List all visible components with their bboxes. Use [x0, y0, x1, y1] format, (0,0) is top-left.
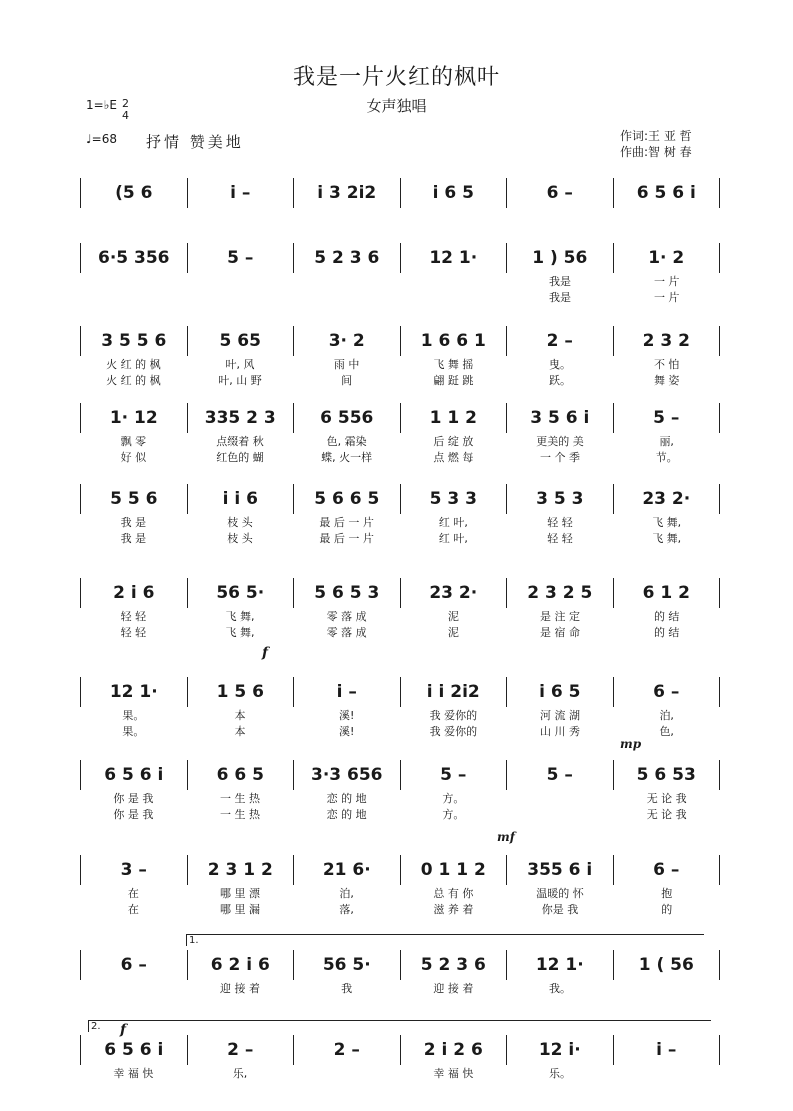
measure — [507, 403, 614, 433]
note-group: 5 3 3 — [429, 489, 477, 509]
staff-system — [80, 243, 720, 305]
measure — [401, 950, 508, 980]
measure — [294, 578, 401, 608]
note-group: 2 – — [227, 1040, 254, 1060]
lyric-text: 红色的 蝴 — [216, 451, 264, 464]
lyric-text: 色, 霜染 — [326, 435, 367, 448]
lyric-text: 本 — [234, 725, 246, 738]
lyric-text: 温暖的 怀 — [536, 887, 584, 900]
measure — [81, 677, 188, 707]
dynamic-f-2: f — [120, 1022, 127, 1038]
note-group: 6 2 i 6 — [210, 955, 270, 975]
lyric-text: 乐, — [232, 1067, 248, 1080]
measure — [188, 760, 295, 790]
lyric-text: 我 是 — [120, 532, 147, 545]
lyric-text: 轻 轻 — [120, 626, 147, 639]
measure — [294, 403, 401, 433]
lyric-text: 枝 头 — [227, 516, 253, 529]
measure — [188, 1035, 295, 1065]
note-group: 2 i 6 — [113, 583, 155, 603]
note-group: 6 – — [653, 860, 680, 880]
dynamic-mp: mp — [620, 737, 642, 751]
lyric-text: 飞 舞, — [652, 532, 682, 545]
lyric-text: 枝 头 — [227, 532, 253, 545]
lyric-text: 点 燃 每 — [433, 451, 474, 464]
lyric-text: 泥 — [447, 610, 459, 623]
measure — [81, 578, 188, 608]
measure — [507, 484, 614, 514]
lyric-text: 舞 姿 — [653, 374, 680, 387]
staff-system — [80, 578, 720, 640]
measure — [188, 950, 295, 980]
lyric-line-2 — [80, 289, 720, 305]
note-group: 5 – — [653, 408, 680, 428]
song-subtitle: 女声独唱 — [366, 97, 427, 115]
lyric-text — [507, 790, 614, 806]
note-group: i i 6 — [222, 489, 258, 509]
lyric-text: 哪 里 漏 — [220, 903, 260, 916]
lyric-text: 总 有 你 — [433, 887, 474, 900]
staff-system — [80, 1035, 720, 1081]
staff-system — [80, 855, 720, 917]
note-group: 12 1· — [535, 955, 584, 975]
lyric-line-1 — [80, 1065, 720, 1081]
lyric-text: 方。 — [442, 808, 465, 821]
note-group: 3· 2 — [328, 331, 365, 351]
measure — [507, 578, 614, 608]
volta-2: 2. — [88, 1020, 711, 1032]
measure — [188, 326, 295, 356]
lyric-text: 溪! — [338, 725, 355, 738]
lyric-text: 幸 福 快 — [433, 1067, 474, 1080]
lyric-line-2 — [80, 449, 720, 465]
note-group: 1 1 2 — [429, 408, 477, 428]
measure-row — [80, 855, 720, 885]
lyric-text: 落, — [339, 903, 354, 916]
lyric-text: 一 片 — [653, 291, 680, 304]
note-group: 5 6 5 3 — [314, 583, 380, 603]
lyric-text: 我 爱你的 — [429, 725, 478, 738]
staff-system — [80, 760, 720, 822]
lyric-text: 轻 轻 — [547, 516, 573, 529]
lyric-line-2 — [80, 624, 720, 640]
lyric-text: 后 绽 放 — [433, 435, 474, 448]
measure — [81, 484, 188, 514]
lyric-text: 飞 舞 摇 — [433, 358, 474, 371]
lyric-text — [80, 289, 187, 305]
measure — [614, 243, 721, 273]
note-group: i 3 2i2 — [317, 183, 377, 203]
measure — [507, 1035, 614, 1065]
measure — [81, 1035, 188, 1065]
lyric-line-1 — [80, 433, 720, 449]
staff-system — [80, 326, 720, 388]
lyric-line-1 — [80, 885, 720, 901]
measure — [401, 578, 508, 608]
song-title: 我是一片火红的枫叶 — [292, 65, 500, 90]
note-group: 6·5 356 — [97, 248, 170, 268]
lyric-text: 好 似 — [120, 451, 147, 464]
lyric-text: 曳。 — [549, 358, 572, 371]
lyric-text: 抱 — [661, 887, 673, 900]
note-group: 5 – — [227, 248, 254, 268]
lyric-text: 飞 舞, — [652, 516, 682, 529]
note-group: 1 6 6 1 — [420, 331, 486, 351]
note-group: i i 2i2 — [426, 682, 480, 702]
measure — [81, 855, 188, 885]
note-group: (5 6 — [115, 183, 153, 203]
note-group: 5 – — [546, 765, 573, 785]
lyric-text: 一 片 — [653, 275, 680, 288]
lyric-text: 的 — [661, 903, 673, 916]
measure — [614, 578, 721, 608]
note-group: 2 i 2 6 — [423, 1040, 483, 1060]
lyric-text: 零 落 成 — [326, 610, 367, 623]
note-group: 5 2 3 6 — [314, 248, 380, 268]
measure — [81, 243, 188, 273]
measure — [294, 950, 401, 980]
measure — [188, 403, 295, 433]
lyric-text: 一 个 季 — [540, 451, 581, 464]
expression-marking: 抒情 赞美地 — [146, 133, 244, 151]
lyric-text: 红 叶, — [438, 516, 468, 529]
measure — [294, 484, 401, 514]
lyric-text: 点缀着 秋 — [216, 435, 264, 448]
lyric-text: 节。 — [655, 451, 678, 464]
lyric-text: 轻 轻 — [547, 532, 573, 545]
measure — [614, 403, 721, 433]
lyricist: 作词:王 亚 哲 — [620, 129, 692, 143]
note-group: 6 – — [120, 955, 147, 975]
lyric-text: 的 结 — [653, 610, 680, 623]
measure — [614, 326, 721, 356]
note-group: 2 3 1 2 — [207, 860, 273, 880]
lyric-text: 雨 中 — [333, 358, 360, 371]
lyric-line-2 — [80, 806, 720, 822]
lyric-text: 一 生 热 — [220, 792, 260, 805]
lyric-text — [293, 273, 400, 289]
note-group: i – — [656, 1040, 677, 1060]
note-group: 2 – — [333, 1040, 360, 1060]
note-group: 1 ( 56 — [638, 955, 694, 975]
note-group: 23 2· — [429, 583, 478, 603]
measure-row — [80, 326, 720, 356]
meter-top: 2 — [122, 97, 129, 110]
measure — [507, 677, 614, 707]
lyric-text: 本 — [234, 709, 246, 722]
measure — [81, 950, 188, 980]
lyric-line-1 — [80, 790, 720, 806]
note-group: 1 ) 56 — [532, 248, 588, 268]
measure — [401, 484, 508, 514]
lyric-text: 零 落 成 — [326, 626, 367, 639]
lyric-text: 叶, 风 — [225, 358, 255, 371]
note-group: 6 – — [546, 183, 573, 203]
measure — [294, 178, 401, 208]
lyric-text: 迎 接 着 — [433, 982, 474, 995]
measure-row — [80, 950, 720, 980]
lyric-text: 我 爱你的 — [429, 709, 478, 722]
lyric-text: 是 宿 命 — [540, 626, 581, 639]
staff-system — [80, 677, 720, 739]
lyric-text — [293, 1065, 400, 1081]
measure — [294, 243, 401, 273]
lyric-text: 在 — [127, 887, 139, 900]
note-group: 1 5 6 — [216, 682, 264, 702]
measure — [188, 855, 295, 885]
measure — [294, 855, 401, 885]
lyric-text: 你 是 我 — [113, 808, 154, 821]
lyric-text: 我。 — [549, 982, 572, 995]
tempo-marking: ♩=68 — [86, 132, 117, 146]
lyric-text: 飞 舞, — [225, 626, 255, 639]
measure — [294, 760, 401, 790]
note-group: 3 5 3 — [536, 489, 584, 509]
measure — [507, 855, 614, 885]
lyric-text: 飞 舞, — [225, 610, 255, 623]
measure — [188, 578, 295, 608]
staff-system — [80, 178, 720, 208]
lyric-line-1 — [80, 514, 720, 530]
measure — [81, 178, 188, 208]
measure — [81, 403, 188, 433]
note-group: 56 5· — [216, 583, 265, 603]
measure-row — [80, 243, 720, 273]
key-signature: 1=♭E — [86, 98, 117, 112]
lyric-text: 火 红 的 枫 — [106, 374, 161, 387]
lyric-text: 间 — [341, 374, 353, 387]
note-group: 6 556 — [320, 408, 374, 428]
note-group: 355 6 i — [527, 860, 593, 880]
lyric-text: 方。 — [442, 792, 465, 805]
lyric-text: 恋 的 地 — [326, 792, 367, 805]
lyric-text: 翩 跹 跳 — [433, 374, 474, 387]
note-group: 0 1 1 2 — [420, 860, 486, 880]
measure — [188, 178, 295, 208]
measure — [614, 760, 721, 790]
measure — [401, 1035, 508, 1065]
note-group: 6 5 6 i — [104, 765, 164, 785]
measure — [81, 760, 188, 790]
note-group: 335 2 3 — [204, 408, 276, 428]
note-group: 6 6 5 — [216, 765, 264, 785]
lyric-line-1 — [80, 273, 720, 289]
lyric-text: 幸 福 快 — [113, 1067, 154, 1080]
lyric-text: 恋 的 地 — [326, 808, 367, 821]
note-group: 5 – — [440, 765, 467, 785]
note-group: 3·3 656 — [310, 765, 383, 785]
note-group: 12 i· — [538, 1040, 581, 1060]
lyric-text — [400, 273, 507, 289]
lyric-line-1 — [80, 356, 720, 372]
note-group: 2 3 2 5 — [527, 583, 593, 603]
measure — [507, 326, 614, 356]
note-group: i 6 5 — [539, 682, 581, 702]
note-group: 6 5 6 i — [104, 1040, 164, 1060]
note-group: 6 5 6 i — [636, 183, 696, 203]
note-group: 5 2 3 6 — [420, 955, 486, 975]
lyric-text: 无 论 我 — [646, 808, 687, 821]
lyric-line-1 — [80, 707, 720, 723]
lyric-text — [80, 273, 187, 289]
lyric-text: 最 后 一 片 — [319, 532, 374, 545]
measure — [401, 178, 508, 208]
lyric-text: 一 生 热 — [220, 808, 260, 821]
dynamic-f-1: f — [262, 645, 269, 661]
measure — [401, 855, 508, 885]
measure-row — [80, 578, 720, 608]
lyric-text: 迎 接 着 — [220, 982, 260, 995]
note-group: 1· 2 — [648, 248, 685, 268]
lyric-text: 河 流 湖 — [540, 709, 581, 722]
lyric-text: 火 红 的 枫 — [106, 358, 161, 371]
time-signature — [122, 98, 129, 122]
lyric-text: 的 结 — [653, 626, 680, 639]
lyric-text: 蝶, 火一样 — [321, 451, 373, 464]
lyric-text: 你 是 我 — [113, 792, 154, 805]
lyric-text: 溪! — [338, 709, 355, 722]
note-group: 5 6 6 5 — [314, 489, 380, 509]
lyric-text: 色, — [659, 725, 674, 738]
lyric-text: 果。 — [122, 709, 145, 722]
lyric-text: 你是 我 — [541, 903, 579, 916]
lyric-text: 在 — [127, 903, 139, 916]
lyric-text: 丽, — [659, 435, 674, 448]
lyric-text: 我是 — [549, 275, 572, 288]
lyric-text: 飘 零 — [120, 435, 147, 448]
measure-row — [80, 178, 720, 208]
note-group: 2 3 2 — [642, 331, 690, 351]
measure — [294, 677, 401, 707]
measure-row — [80, 1035, 720, 1065]
note-group: 56 5· — [322, 955, 371, 975]
measure — [614, 178, 721, 208]
lyric-line-2 — [80, 530, 720, 546]
lyric-text: 泊, — [659, 709, 674, 722]
lyric-text: 滋 养 着 — [433, 903, 474, 916]
note-group: 12 1· — [429, 248, 478, 268]
note-group: 21 6· — [322, 860, 371, 880]
measure — [401, 403, 508, 433]
measure — [507, 178, 614, 208]
measure-row — [80, 403, 720, 433]
measure — [507, 243, 614, 273]
lyric-text: 轻 轻 — [120, 610, 147, 623]
lyric-text — [293, 289, 400, 305]
measure — [401, 243, 508, 273]
note-group: 6 – — [653, 682, 680, 702]
lyric-text: 果。 — [122, 725, 145, 738]
staff-system — [80, 484, 720, 546]
lyric-text — [80, 980, 187, 996]
note-group: i – — [336, 682, 357, 702]
measure — [614, 484, 721, 514]
lyric-text: 无 论 我 — [646, 792, 687, 805]
measure — [614, 1035, 721, 1065]
lyric-text: 乐。 — [549, 1067, 572, 1080]
lyric-text: 泥 — [447, 626, 459, 639]
lyric-text: 是 注 定 — [540, 610, 581, 623]
measure-row — [80, 677, 720, 707]
lyric-text: 跃。 — [549, 374, 572, 387]
volta-1: 1. — [186, 934, 704, 946]
measure-row — [80, 760, 720, 790]
credits — [620, 128, 692, 160]
lyric-text: 我 是 — [120, 516, 147, 529]
lyric-line-2 — [80, 372, 720, 388]
lyric-text: 不 怕 — [653, 358, 680, 371]
measure — [81, 326, 188, 356]
lyric-text: 哪 里 漂 — [220, 887, 260, 900]
measure — [507, 950, 614, 980]
lyric-line-2 — [80, 901, 720, 917]
lyric-line-1 — [80, 608, 720, 624]
measure — [401, 760, 508, 790]
note-group: 5 6 53 — [636, 765, 696, 785]
measure — [188, 484, 295, 514]
note-group: 5 5 6 — [110, 489, 158, 509]
lyric-text: 我 — [341, 982, 353, 995]
note-group: 3 – — [120, 860, 147, 880]
lyric-text: 我是 — [549, 291, 572, 304]
note-group: 1· 12 — [109, 408, 158, 428]
dynamic-mf: mf — [497, 830, 515, 844]
measure — [401, 326, 508, 356]
measure — [401, 677, 508, 707]
note-group: i – — [230, 183, 251, 203]
measure — [188, 243, 295, 273]
lyric-text — [187, 273, 294, 289]
measure — [188, 677, 295, 707]
lyric-text: 山 川 秀 — [540, 725, 581, 738]
lyric-text — [613, 980, 720, 996]
note-group: 3 5 6 i — [530, 408, 590, 428]
note-group: 23 2· — [642, 489, 691, 509]
note-group: 12 1· — [109, 682, 158, 702]
note-group: 5 65 — [219, 331, 261, 351]
note-group: 6 1 2 — [642, 583, 690, 603]
measure — [614, 855, 721, 885]
lyric-line-1 — [80, 980, 720, 996]
note-group: 3 5 5 6 — [101, 331, 167, 351]
note-group: i 6 5 — [432, 183, 474, 203]
composer: 作曲:智 树 春 — [620, 145, 692, 159]
measure — [507, 760, 614, 790]
measure — [614, 950, 721, 980]
lyric-text — [400, 289, 507, 305]
staff-system — [80, 403, 720, 465]
lyric-text: 叶, 山 野 — [218, 374, 262, 387]
lyric-text: 泊, — [339, 887, 354, 900]
lyric-text: 红 叶, — [438, 532, 468, 545]
measure — [614, 677, 721, 707]
staff-system — [80, 950, 720, 996]
lyric-text: 最 后 一 片 — [319, 516, 374, 529]
measure-row — [80, 484, 720, 514]
lyric-text — [613, 1065, 720, 1081]
lyric-text — [507, 806, 614, 822]
measure — [294, 1035, 401, 1065]
note-group: 2 – — [546, 331, 573, 351]
lyric-text — [187, 289, 294, 305]
meter-bottom: 4 — [122, 109, 129, 122]
measure — [294, 326, 401, 356]
lyric-text: 更美的 美 — [536, 435, 584, 448]
